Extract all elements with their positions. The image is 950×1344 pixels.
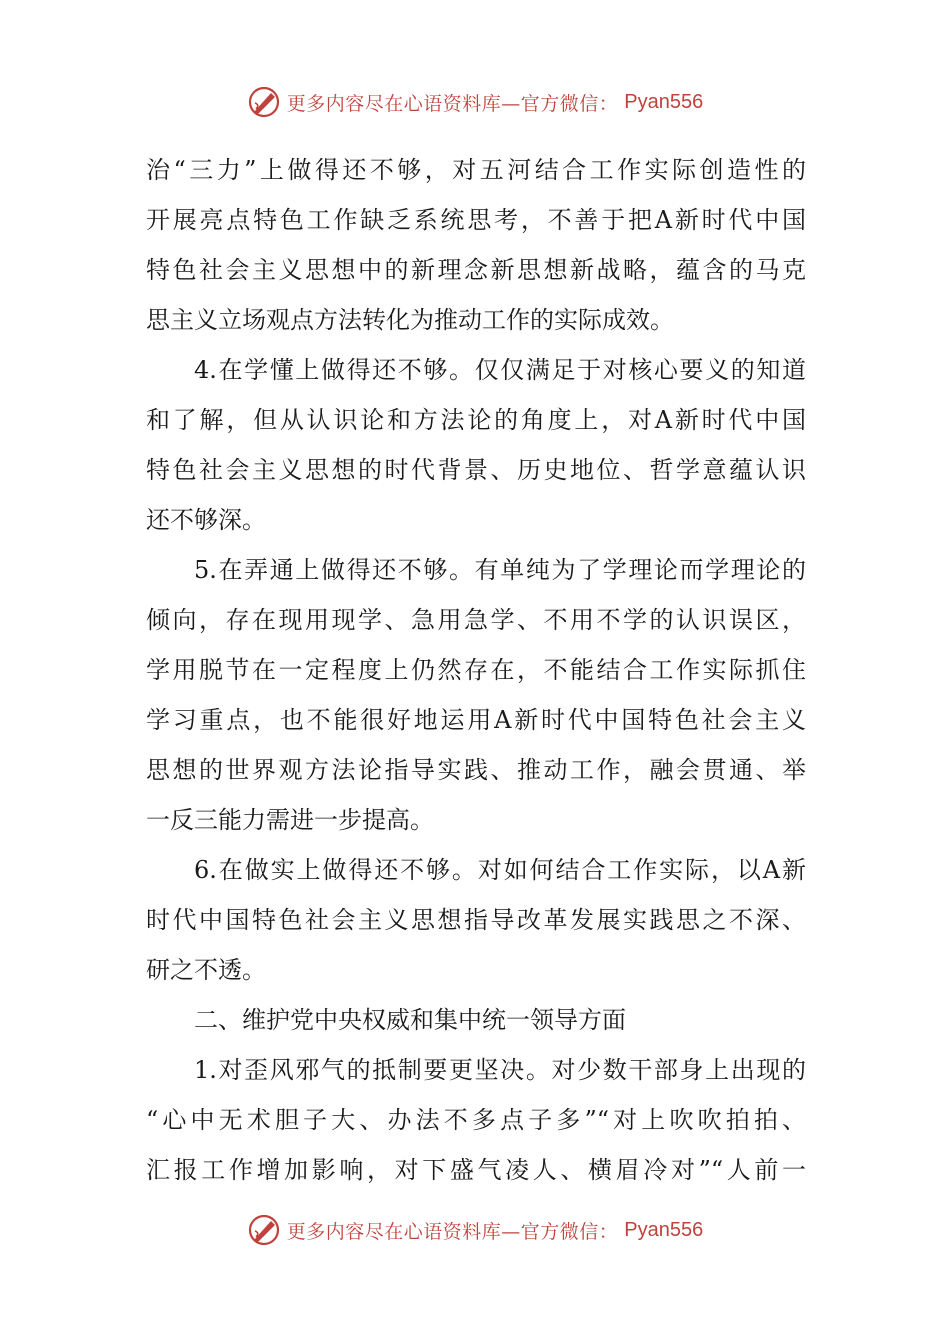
watermark-banner-bottom [0,1210,950,1250]
text-line: 还不够深。 [146,506,266,534]
text-line: 时代中国特色社会主义思想指导改革发展实践思之不深、 [146,906,806,934]
text-line: 一反三能力需进一步提高。 [146,806,434,834]
text-line: 开展亮点特色工作缺乏系统思考，不善于把A新时代中国 [146,206,806,234]
text-line: 6.在做实上做得还不够。对如何结合工作实际，以A新 [194,856,806,884]
text-line: “心中无术胆子大、办法不多点子多”“对上吹吹拍拍、 [146,1106,806,1134]
pen-logo-icon [247,85,281,119]
wechat-id: Pyan556 [624,1218,704,1241]
text-line: 治“三力”上做得还不够，对五河结合工作实际创造性的 [146,156,806,184]
text-line: 汇报工作增加影响，对下盛气凌人、横眉冷对”“人前一 [146,1156,806,1184]
watermark-banner-top [0,82,950,122]
text-line: 思主义立场观点方法转化为推动工作的实际成效。 [146,306,674,334]
watermark-text: 更多内容尽在心语资料库—官方微信： [286,1220,619,1243]
text-line: 和了解，但从认识论和方法论的角度上，对A新时代中国 [146,406,806,434]
section-heading: 二、维护党中央权威和集中统一领导方面 [194,1006,626,1034]
wechat-id: Pyan556 [624,90,704,113]
text-line: 学用脱节在一定程度上仍然存在，不能结合工作实际抓住 [146,656,806,684]
text-line: 1.对歪风邪气的抵制要更坚决。对少数干部身上出现的 [194,1056,806,1084]
text-line: 思想的世界观方法论指导实践、推动工作，融会贯通、举 [146,756,806,784]
text-line: 研之不透。 [146,956,266,984]
text-line: 倾向，存在现用现学、急用急学、不用不学的认识误区， [146,606,806,634]
text-line: 特色社会主义思想的时代背景、历史地位、哲学意蕴认识 [146,456,806,484]
text-line: 特色社会主义思想中的新理念新思想新战略，蕴含的马克 [146,256,806,284]
text-line: 5.在弄通上做得还不够。有单纯为了学理论而学理论的 [194,556,806,584]
watermark-text: 更多内容尽在心语资料库—官方微信： [286,92,619,115]
document-body [146,145,806,1195]
pen-logo-icon [247,1213,281,1247]
text-line: 学习重点，也不能很好地运用A新时代中国特色社会主义 [146,706,806,734]
text-line: 4.在学懂上做得还不够。仅仅满足于对核心要义的知道 [194,356,806,384]
